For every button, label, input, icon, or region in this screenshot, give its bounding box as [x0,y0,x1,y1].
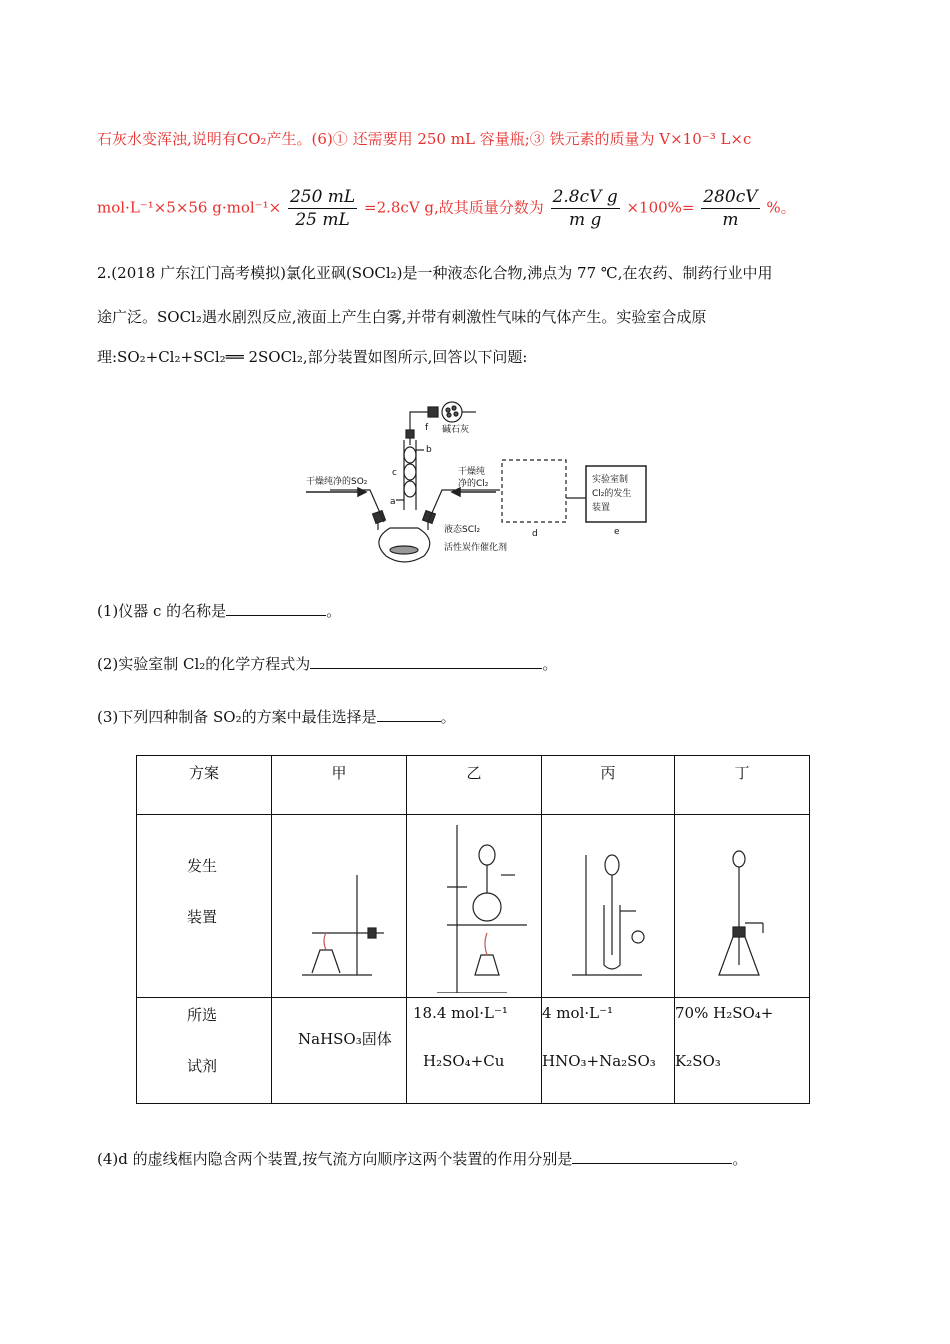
label-so2: 干燥纯净的SO₂ [306,477,368,487]
soda-lime-tube [442,402,462,422]
answer-line-2 [97,186,796,231]
subquestion-4-text: (4)d 的虚线框内隐含两个装置,按气流方向顺序这两个装置的作用分别是 [97,1150,573,1168]
apparatus-jia [272,815,407,998]
subquestion-1-end: 。 [326,602,342,620]
conical-flask-funnel-apparatus-icon [675,815,809,993]
label-e: e [614,527,620,537]
reagent-line: 70% H₂SO₄+ [675,1004,774,1022]
reagent-line: 18.4 mol·L⁻¹ [413,1004,508,1022]
row-label-apparatus [137,815,272,998]
row-label-line: 试剂 [187,1057,218,1075]
fraction-result [701,186,759,231]
label-d: d [532,529,538,539]
fraction-numerator: 280cV [703,187,758,207]
subquestion-2 [97,653,557,675]
answer-blank-1[interactable] [226,601,326,616]
table-header-cell: 乙 [407,756,542,815]
fraction-mass-ratio [551,186,620,231]
table-row-reagents [137,998,810,1104]
reagent-yi [407,998,542,1104]
label-catalyst: 活性炭作催化剂 [444,543,508,553]
fraction-numerator: 250 mL [289,187,356,207]
table-header-row [137,756,810,815]
label-generator-1: 实验室制 [592,475,629,485]
answer-line-2-mid2: ×100%= [626,198,695,217]
label-generator-3: 装置 [592,503,611,513]
subquestion-3 [97,706,456,728]
label-b: b [426,445,432,455]
fraction-numerator: 2.8cV g [552,187,618,207]
subquestion-3-text: (3)下列四种制备 SO₂的方案中最佳选择是 [97,708,377,726]
label-cl2-line1: 干燥纯 [458,467,486,477]
apparatus-yi [407,815,542,998]
answer-blank-4[interactable] [572,1149,732,1164]
apparatus-ding [675,815,810,998]
reagent-line: K₂SO₃ [675,1052,721,1070]
row-label-reagents [137,998,272,1104]
reagent-jia: NaHSO₃固体 [272,998,407,1104]
heated-tube-apparatus-icon [272,815,406,993]
test-tube-funnel-apparatus-icon [542,815,674,993]
reagent-line: H₂SO₄+Cu [423,1052,505,1070]
fraction-volume-ratio [288,186,357,231]
subquestion-4-end: 。 [732,1150,748,1168]
three-neck-flask [379,528,430,562]
table-header-cell: 甲 [272,756,407,815]
reagent-line: 4 mol·L⁻¹ [542,1004,614,1022]
row-label-line: 装置 [187,908,218,926]
apparatus-bing [542,815,675,998]
question-line-2: 途广泛。SOCl₂遇水剧烈反应,液面上产生白雾,并带有刺激性气味的气体产生。实验室合成原 [97,308,707,326]
apparatus-figure [300,400,650,580]
table-header-cell: 丙 [542,756,675,815]
label-liquid-scl2: 液态SCl₂ [444,525,481,535]
reagent-bing [542,998,675,1104]
flask-burner-apparatus-icon [407,815,541,993]
label-generator-2: Cl₂的发生 [592,489,632,499]
dashed-box-d [502,460,566,522]
label-a: a [390,497,396,507]
label-c: c [392,468,397,478]
stopper-f [428,407,438,417]
answer-blank-2[interactable] [310,654,542,669]
fraction-denominator: m [722,210,739,230]
reagent-ding [675,998,810,1104]
subquestion-2-end: 。 [542,655,558,673]
answer-line-1: 石灰水变浑浊,说明有CO₂产生。(6)① 还需要用 250 mL 容量瓶;③ 铁元素的质量为 V×10⁻³ L×c [97,130,752,148]
table-header-cell: 方案 [137,756,272,815]
label-f: f [425,423,429,433]
table-row-apparatus [137,815,810,998]
cl2-inlet-tube [428,490,500,522]
subquestion-1 [97,600,341,622]
subquestion-3-end: 。 [440,708,456,726]
answer-blank-3[interactable] [377,707,441,722]
question-line-3: 理:SO₂+Cl₂+SCl₂══ 2SOCl₂,部分装置如图所示,回答以下问题: [97,348,528,366]
label-cl2-line2: 净的Cl₂ [458,479,489,489]
fraction-denominator: 25 mL [295,210,350,230]
answer-line-2-mid: =2.8cV g,故其质量分数为 [364,198,544,217]
answer-line-2-suffix: %。 [766,198,796,217]
row-label-line: 所选 [187,1006,218,1024]
fraction-denominator: m g [568,210,602,230]
subquestion-1-text: (1)仪器 c 的名称是 [97,602,227,620]
answer-line-2-prefix: mol·L⁻¹×5×56 g·mol⁻¹× [97,198,282,217]
subquestion-2-text: (2)实验室制 Cl₂的化学方程式为 [97,655,311,673]
label-soda-lime: 碱石灰 [442,425,470,435]
table-header-cell: 丁 [675,756,810,815]
question-line-1: 2.(2018 广东江门高考模拟)氯化亚砜(SOCl₂)是一种液态化合物,沸点为 77 ℃,在农药、制药行业中用 [97,264,773,282]
row-label-line: 发生 [187,857,218,875]
reagent-line: HNO₃+Na₂SO₃ [542,1052,656,1070]
subquestion-4 [97,1148,747,1170]
scheme-table [136,755,810,1104]
